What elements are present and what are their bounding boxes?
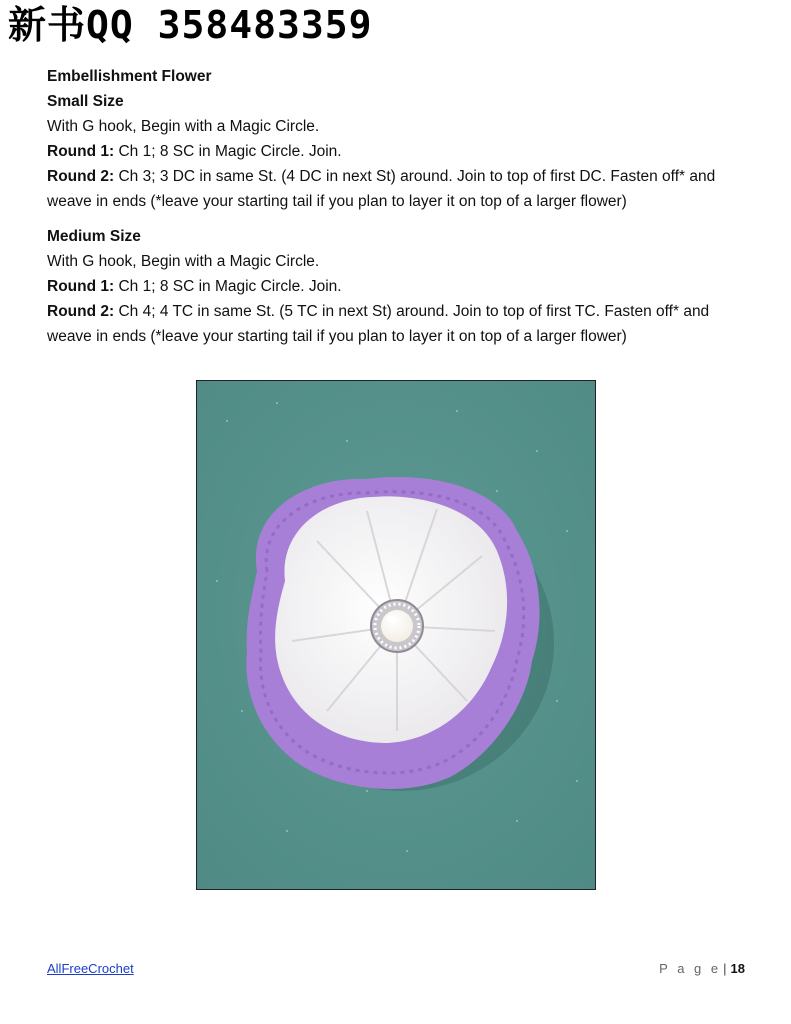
medium-round-2: [47, 299, 747, 349]
round-label: Round 1:: [47, 143, 115, 160]
small-size-heading: Small Size: [47, 93, 124, 110]
pearl-button: [381, 610, 413, 642]
document-body: [47, 64, 747, 349]
round-label: Round 1:: [47, 278, 115, 295]
small-round-1: [47, 139, 747, 164]
allfreecrochet-link[interactable]: AllFreeCrochet: [47, 961, 134, 976]
small-size-intro: With G hook, Begin with a Magic Circle.: [47, 118, 320, 135]
medium-size-intro: With G hook, Begin with a Magic Circle.: [47, 253, 320, 270]
page-number: 18: [730, 961, 745, 976]
round-label: Round 2:: [47, 168, 115, 185]
medium-round-1: [47, 274, 747, 299]
round-text: Ch 4; 4 TC in same St. (5 TC in next St) around. Join to top of first TC. Fasten off* and weave in ends (*leave your starting tail if you plan to layer it on top of a larger flower): [47, 303, 710, 345]
round-text: Ch 1; 8 SC in Magic Circle. Join.: [114, 143, 342, 160]
medium-size-heading: Medium Size: [47, 228, 141, 245]
page-separator: |: [723, 961, 727, 976]
round-text: Ch 1; 8 SC in Magic Circle. Join.: [114, 278, 342, 295]
watermark-text: 新书QQ 358483359: [8, 3, 373, 47]
flower-photo: [196, 380, 596, 890]
section-title: Embellishment Flower: [47, 68, 212, 85]
round-label: Round 2:: [47, 303, 115, 320]
small-round-2: [47, 164, 747, 214]
round-text: Ch 3; 3 DC in same St. (4 DC in next St) around. Join to top of first DC. Fasten off* and weave in ends (*leave your starting tail if you plan to layer it on top of a larger flower): [47, 168, 716, 210]
page-indicator: [659, 961, 745, 976]
page-word: P a g e: [659, 961, 722, 976]
